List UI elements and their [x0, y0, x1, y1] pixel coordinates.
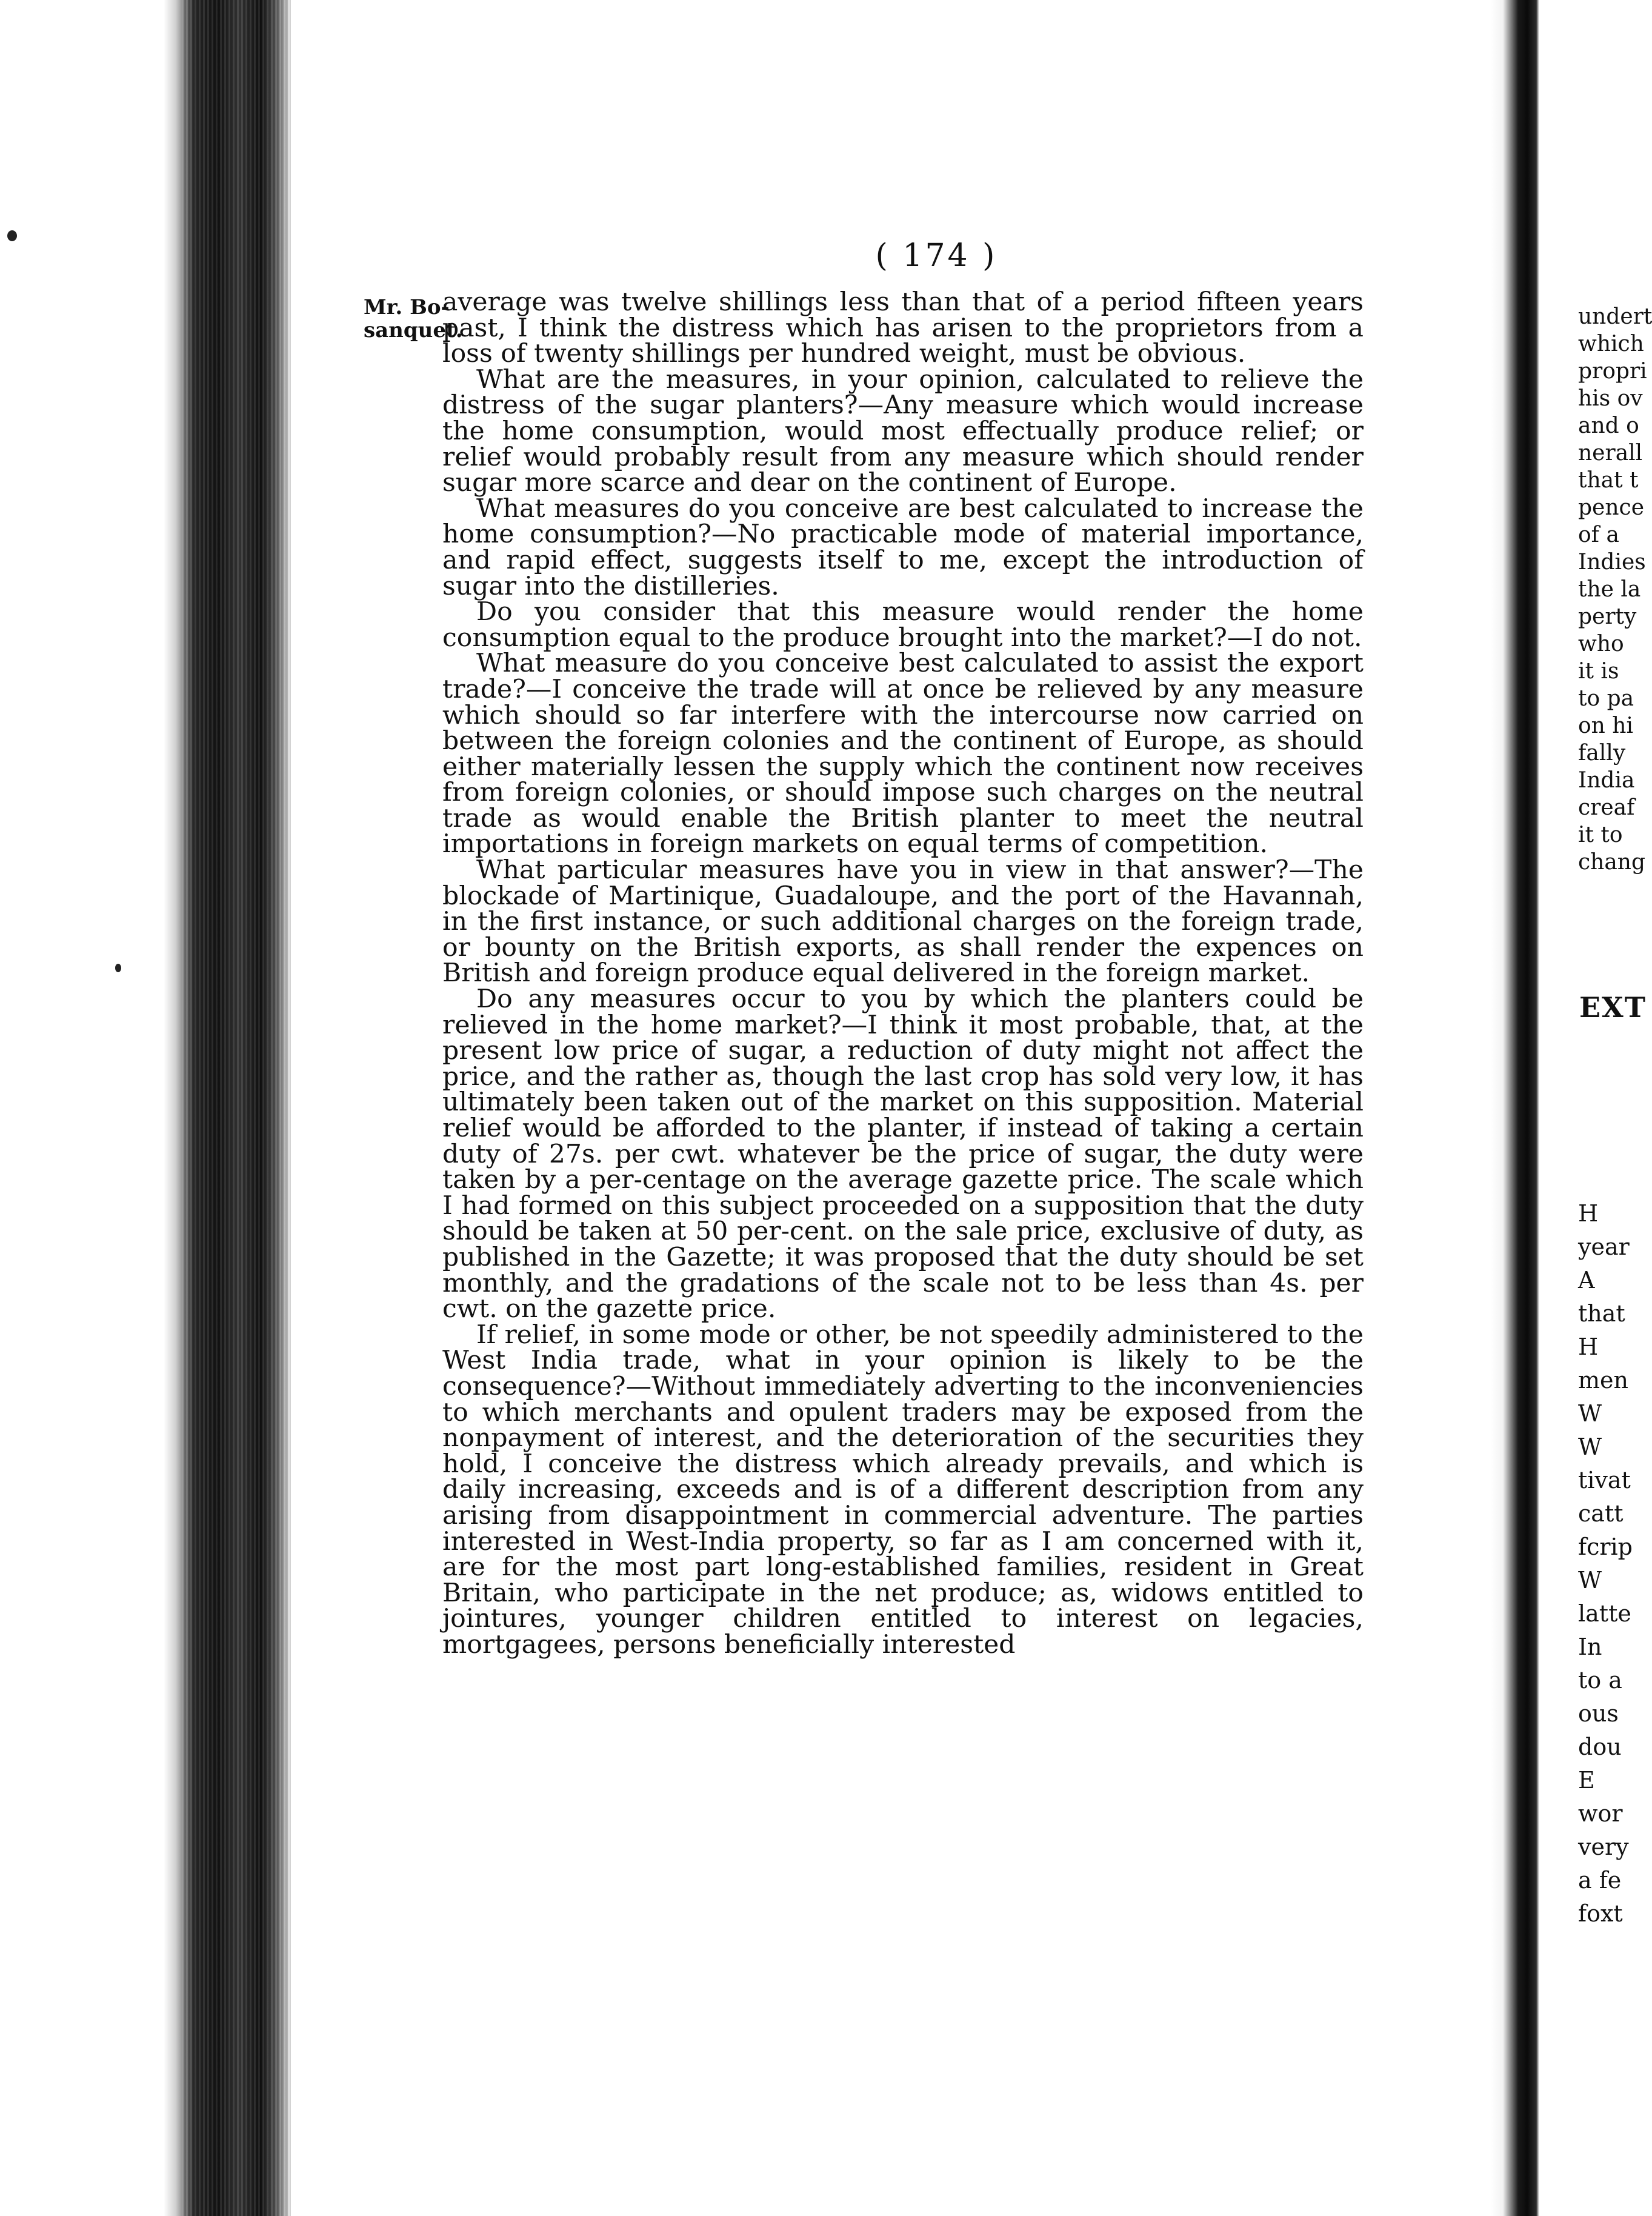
facing-line: foxt: [1578, 1900, 1623, 1927]
paragraph: What particular measures have you in view in that answer?—The blockade of Martinique, Guadaloupe, and the port of the Havannah, in the first instance, or such additional charges on the foreign trade, or bounty on the British exports, as shall render the expences on British and foreign produce equal delivered in the foreign market.: [442, 855, 1364, 989]
page-stack-texture: [182, 0, 291, 2216]
paragraph: What measures do you conceive are best calculated to increase the home consumption?—No practicable mode of material importance, and rapid effect, suggests itself to me, except the introduction of sugar into the distilleries.: [442, 493, 1364, 601]
facing-line: to a: [1578, 1667, 1622, 1694]
facing-line: creaf: [1578, 795, 1635, 820]
side-note-speaker: Mr. Bo-sanquet.: [364, 295, 463, 342]
facing-line: propri: [1578, 359, 1647, 384]
facing-line: nerall: [1578, 441, 1643, 466]
paragraph: Do any measures occur to you by which the planters could be relieved in the home market?—I think it most probable, that, at the present low price of sugar, a reduction of duty might not affect the price, and the rather as, though the last crop has sold very low, it has ultimately been taken out of the market on this supposition. Material relief would be afforded to the planter, if instead of taking a certain duty of 27s. per cwt. whatever be the price of sugar, the duty were taken by a per-centage on the average gazette price. The scale which I had formed on this subject proceeded on a supposition that the duty should be taken at 50 per-cent. on the sale price, exclusive of duty, as published in the Gazette; it was proposed that the duty should be set monthly, and the gradations of the scale not to be less than 4s. per cwt. on the gazette price.: [442, 984, 1364, 1324]
facing-line: undert: [1578, 304, 1652, 329]
facing-page-heading: EXT: [1579, 991, 1647, 1024]
facing-line: In: [1578, 1634, 1602, 1660]
facing-line: ous: [1578, 1700, 1619, 1727]
facing-line: a fe: [1578, 1867, 1622, 1894]
facing-line: it is: [1578, 659, 1619, 684]
facing-line: H: [1578, 1333, 1599, 1360]
facing-line: perty: [1578, 604, 1637, 629]
facing-line: to pa: [1578, 686, 1634, 711]
facing-line: the la: [1578, 577, 1641, 602]
ink-speck: [7, 230, 17, 241]
facing-line: fally: [1578, 741, 1626, 766]
facing-line: pence: [1578, 495, 1645, 520]
facing-line: it to: [1578, 823, 1623, 847]
facing-line: W: [1578, 1400, 1602, 1427]
facing-line: tivat: [1578, 1467, 1631, 1493]
facing-line: latte: [1578, 1600, 1631, 1627]
facing-line: year: [1578, 1233, 1630, 1260]
facing-line: his ov: [1578, 386, 1643, 411]
facing-line: catt: [1578, 1500, 1624, 1527]
paragraph: If relief, in some mode or other, be not speedily administered to the West India trade, what in your opinion is likely to be the consequence?—Without immediately adverting to the inconveniencies to which merchants and opulent traders may be exposed from the nonpayment of interest, and the deterioration of the securities they hold, I conceive the distress which already prevails, and which is daily increasing, exceeds and is of a different description from any arising from disappointment in commercial adventure. The parties interested in West-India property, so far as I am concerned with it, are for the most part long-established families, resident in Great Britain, who participate in the net produce; as, widows entitled to jointures, younger children entitled to interest on legacies, mortgagees, persons beneficially interested: [442, 1320, 1364, 1660]
page-number: ( 174 ): [875, 238, 998, 274]
facing-line: and o: [1578, 413, 1639, 438]
ink-speck: [115, 964, 121, 972]
facing-line: A: [1578, 1267, 1595, 1293]
facing-line: fcrip: [1578, 1534, 1633, 1560]
facing-page-top-text: [1578, 303, 1652, 876]
facing-line: which: [1578, 332, 1644, 356]
facing-line: W: [1578, 1433, 1602, 1460]
facing-line: chang: [1578, 850, 1646, 875]
book-gutter: [1491, 0, 1539, 2216]
facing-line: Indies: [1578, 550, 1646, 575]
facing-line: that: [1578, 1300, 1625, 1327]
facing-line: dou: [1578, 1734, 1622, 1760]
page-body: [442, 287, 1364, 1660]
facing-page-bottom-text: [1578, 1197, 1639, 1931]
facing-line: E: [1578, 1767, 1595, 1794]
facing-line: that t: [1578, 468, 1639, 493]
paragraph: What measure do you conceive best calculated to assist the export trade?—I conceive the trade will at once be relieved by any measure which should so far interfere with the intercourse now carried on between the foreign colonies and the continent of Europe, as should either materially lessen the supply which the continent now receives from foreign colonies, or should impose such charges on the neutral trade as would enable the British planter to meet the neutral importations in foreign markets on equal terms of competition.: [442, 649, 1364, 859]
facing-line: on hi: [1578, 713, 1634, 738]
facing-line: wor: [1578, 1800, 1623, 1827]
paragraph: What are the measures, in your opinion, calculated to relieve the distress of the sugar planters?—Any measure which would increase the home consumption, would most effectually produce relief; or relief would probably result from any measure which should render sugar more scarce and dear on the continent of Europe.: [442, 364, 1364, 498]
paragraph: Do you consider that this measure would render the home consumption equal to the produce brought into the market?—I do not.: [442, 597, 1364, 653]
facing-line: of a: [1578, 522, 1619, 547]
facing-line: very: [1578, 1834, 1629, 1860]
paragraph: average was twelve shillings less than that of a period fifteen years past, I think the distress which has arisen to the proprietors from a loss of twenty shillings per hundred weight, must be obvious.: [442, 287, 1364, 369]
facing-line: H: [1578, 1200, 1599, 1227]
facing-line: men: [1578, 1367, 1628, 1393]
facing-line: who: [1578, 632, 1624, 656]
facing-line: India: [1578, 768, 1635, 793]
facing-line: W: [1578, 1567, 1602, 1594]
